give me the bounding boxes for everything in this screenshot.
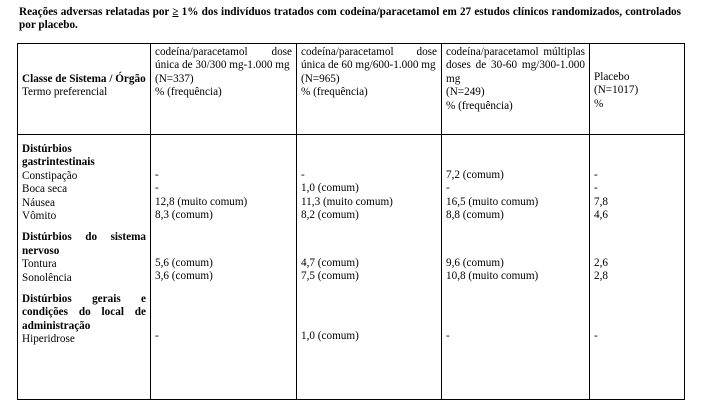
group-title-gastrointestinal: Distúrbios gastrintestinais	[22, 143, 95, 169]
header-cell-multiple-doses	[442, 44, 590, 135]
caption-text-end: 1% dos indivíduos tratados com codeína/paracetamol em 27 estudos clínicos randomizados, controlados por placebo.	[19, 6, 681, 31]
header-single-dose-60-n: (N=965)	[301, 72, 340, 85]
header-single-dose-30-n: (N=337)	[155, 72, 194, 85]
body-cell-single-dose-30	[151, 135, 297, 400]
term-nausea: Náusea	[22, 196, 55, 209]
header-cell-single-dose-60	[297, 44, 442, 135]
group-title-nervous-system: Distúrbios do sistema nervoso	[22, 231, 146, 257]
header-placebo-unit: %	[594, 97, 604, 110]
caption-ge-symbol: ≥	[172, 6, 179, 18]
term-somnolence: Sonolência	[22, 271, 72, 284]
term-vomiting: Vômito	[22, 209, 57, 222]
value-somnolence-placebo: 2,8	[594, 269, 608, 282]
header-single-dose-60-title: codeína/paracetamol dose única de 60 mg/600-1.000 mg	[301, 46, 437, 72]
header-system-organ-class: Classe de Sistema / Órgão	[22, 73, 146, 85]
body-cell-single-dose-60	[297, 135, 442, 400]
value-vomiting-placebo: 4,6	[594, 209, 608, 222]
caption-text-start: Reações adversas relatadas por	[19, 6, 173, 18]
term-dry-mouth: Boca seca	[22, 183, 68, 196]
value-dizziness-multiple: 9,6 (comum)	[446, 256, 504, 269]
table-caption	[19, 6, 681, 32]
value-hyperhidrosis-multiple: -	[446, 330, 450, 343]
header-multiple-doses-title: codeína/paracetamol múltiplas doses de 30-60 mg/300-1.000 mg	[446, 46, 585, 85]
value-constipation-single-30: -	[155, 169, 159, 181]
value-dizziness-placebo: 2,6	[594, 256, 608, 269]
value-dry-mouth-placebo: -	[594, 182, 598, 195]
term-constipation: Constipação	[22, 169, 78, 182]
value-somnolence-single-60: 7,5 (comum)	[301, 269, 359, 282]
value-somnolence-multiple: 10,8 (muito comum)	[446, 269, 539, 282]
header-multiple-doses-n: (N=249)	[446, 86, 485, 99]
header-single-dose-30-title: codeína/paracetamol dose única de 30/300 mg-1.000 mg	[155, 46, 292, 72]
header-placebo-n: (N=1017)	[594, 84, 639, 97]
body-cell-multiple-doses	[442, 135, 590, 400]
value-dry-mouth-multiple: -	[446, 182, 450, 195]
value-nausea-single-60: 11,3 (muito comum)	[301, 195, 393, 208]
header-cell-placebo	[590, 44, 685, 135]
adverse-reactions-table	[17, 43, 685, 400]
value-dizziness-single-60: 4,7 (comum)	[301, 256, 359, 269]
value-constipation-placebo: -	[594, 169, 598, 181]
value-hyperhidrosis-single-30: -	[155, 330, 159, 343]
value-dizziness-single-30: 5,6 (comum)	[155, 256, 213, 269]
header-multiple-doses-unit: % (frequência)	[446, 99, 513, 112]
value-dry-mouth-single-60: 1,0 (comum)	[301, 182, 359, 195]
value-vomiting-single-30: 8,3 (comum)	[155, 209, 213, 222]
table-header-row	[18, 44, 685, 135]
value-dry-mouth-single-30: -	[155, 182, 159, 195]
header-single-dose-60-unit: % (frequência)	[301, 86, 368, 99]
header-preferred-term: Termo preferencial	[22, 86, 108, 99]
value-nausea-multiple: 16,5 (muito comum)	[446, 195, 539, 208]
body-cell-placebo	[590, 135, 685, 400]
value-constipation-single-60: -	[301, 169, 305, 181]
value-hyperhidrosis-single-60: 1,0 (comum)	[301, 330, 359, 343]
term-hyperhidrosis: Hiperidrose	[22, 333, 75, 346]
header-placebo-title: Placebo	[594, 71, 630, 83]
group-title-general-disorders: Distúrbios gerais e condições do local de administração	[22, 292, 146, 332]
value-nausea-single-30: 12,8 (muito comum)	[155, 195, 248, 208]
term-dizziness: Tontura	[22, 258, 57, 271]
value-somnolence-single-30: 3,6 (comum)	[155, 269, 213, 282]
value-constipation-multiple: 7,2 (comum)	[446, 169, 504, 181]
header-cell-single-dose-30	[151, 44, 297, 135]
header-cell-system-organ	[18, 44, 151, 135]
body-cell-terms	[18, 135, 151, 400]
value-nausea-placebo: 7,8	[594, 195, 608, 208]
header-single-dose-30-unit: % (frequência)	[155, 86, 222, 99]
value-hyperhidrosis-placebo: -	[594, 330, 598, 343]
value-vomiting-multiple: 8,8 (comum)	[446, 209, 504, 222]
value-vomiting-single-60: 8,2 (comum)	[301, 209, 359, 222]
table-body-row	[18, 135, 685, 400]
